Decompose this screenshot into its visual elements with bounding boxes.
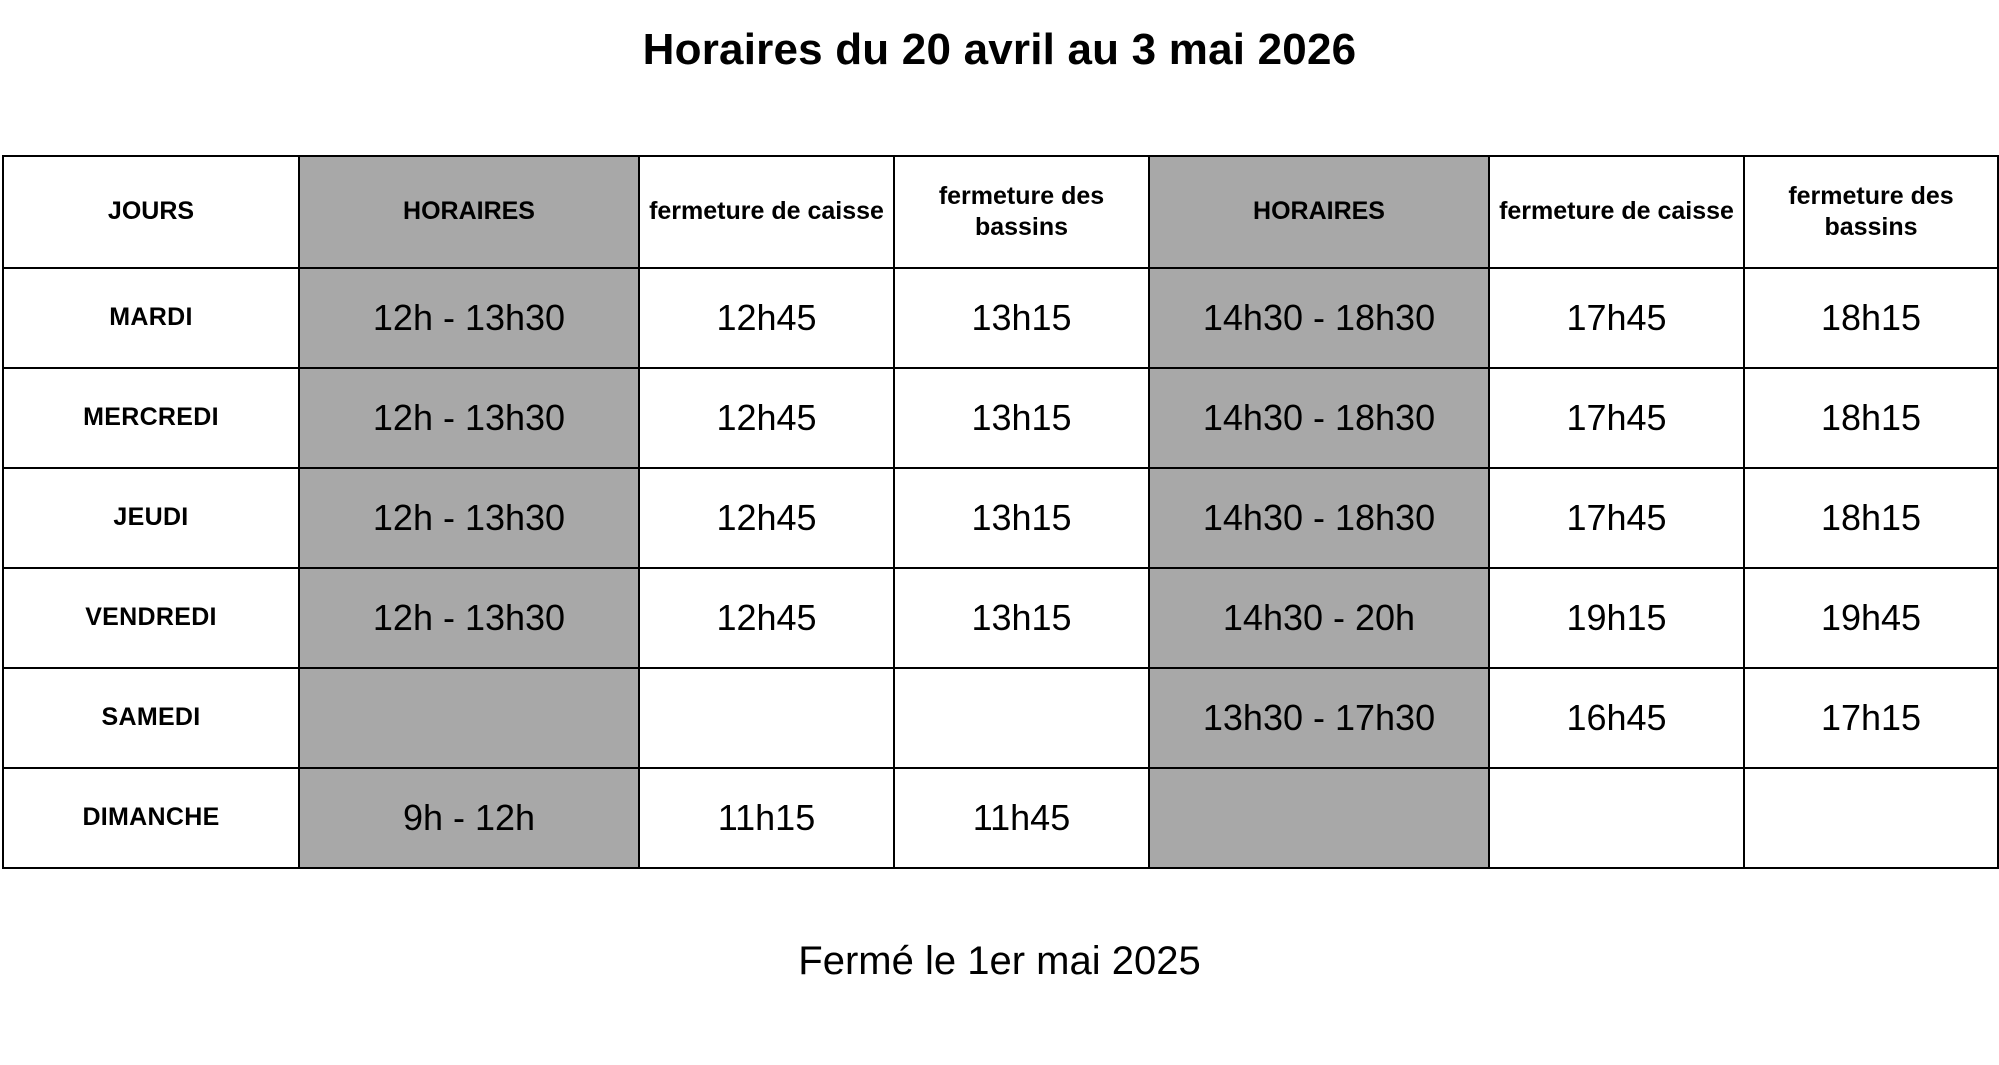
cell-morning-pool-close: 13h15 <box>894 468 1149 568</box>
cell-afternoon-hours: 14h30 - 18h30 <box>1149 268 1489 368</box>
cell-afternoon-hours: 14h30 - 18h30 <box>1149 468 1489 568</box>
cell-morning-pool-close: 13h15 <box>894 368 1149 468</box>
cell-day: JEUDI <box>3 468 299 568</box>
column-header-morning-cash-close: fermeture de caisse <box>639 156 894 268</box>
cell-morning-pool-close: 13h15 <box>894 568 1149 668</box>
cell-morning-cash-close: 11h15 <box>639 768 894 868</box>
cell-day: MARDI <box>3 268 299 368</box>
cell-day: MERCREDI <box>3 368 299 468</box>
cell-morning-cash-close: 12h45 <box>639 368 894 468</box>
column-header-afternoon-pool-close: fermeture des bassins <box>1744 156 1998 268</box>
cell-morning-cash-close: 12h45 <box>639 468 894 568</box>
table-header-row <box>3 156 1998 268</box>
cell-morning-cash-close: 12h45 <box>639 268 894 368</box>
cell-morning-hours: 12h - 13h30 <box>299 268 639 368</box>
cell-morning-pool-close: 11h45 <box>894 768 1149 868</box>
cell-day: SAMEDI <box>3 668 299 768</box>
column-header-morning-hours: HORAIRES <box>299 156 639 268</box>
cell-day: VENDREDI <box>3 568 299 668</box>
table-row <box>3 668 1998 768</box>
cell-morning-hours: 12h - 13h30 <box>299 568 639 668</box>
column-header-afternoon-cash-close: fermeture de caisse <box>1489 156 1744 268</box>
table-row <box>3 268 1998 368</box>
cell-morning-pool-close: 13h15 <box>894 268 1149 368</box>
cell-afternoon-pool-close: 18h15 <box>1744 468 1998 568</box>
cell-morning-pool-close <box>894 668 1149 768</box>
cell-afternoon-pool-close: 18h15 <box>1744 268 1998 368</box>
cell-afternoon-cash-close: 17h45 <box>1489 268 1744 368</box>
cell-morning-hours: 9h - 12h <box>299 768 639 868</box>
cell-afternoon-hours: 13h30 - 17h30 <box>1149 668 1489 768</box>
cell-morning-hours: 12h - 13h30 <box>299 368 639 468</box>
cell-afternoon-hours: 14h30 - 18h30 <box>1149 368 1489 468</box>
table-row <box>3 568 1998 668</box>
column-header-days: JOURS <box>3 156 299 268</box>
column-header-morning-pool-close: fermeture des bassins <box>894 156 1149 268</box>
closure-note: Fermé le 1er mai 2025 <box>798 938 1201 983</box>
cell-afternoon-pool-close <box>1744 768 1998 868</box>
cell-morning-cash-close <box>639 668 894 768</box>
schedule-table-container <box>0 155 1999 869</box>
cell-afternoon-hours <box>1149 768 1489 868</box>
cell-morning-hours <box>299 668 639 768</box>
cell-afternoon-pool-close: 19h45 <box>1744 568 1998 668</box>
cell-afternoon-cash-close: 17h45 <box>1489 468 1744 568</box>
schedule-page <box>0 24 1999 1065</box>
table-row <box>3 368 1998 468</box>
cell-afternoon-cash-close: 19h15 <box>1489 568 1744 668</box>
cell-afternoon-cash-close: 16h45 <box>1489 668 1744 768</box>
column-header-afternoon-hours: HORAIRES <box>1149 156 1489 268</box>
table-row <box>3 768 1998 868</box>
table-row <box>3 468 1998 568</box>
table-header <box>3 156 1998 268</box>
cell-afternoon-pool-close: 17h15 <box>1744 668 1998 768</box>
cell-afternoon-pool-close: 18h15 <box>1744 368 1998 468</box>
cell-day: DIMANCHE <box>3 768 299 868</box>
cell-morning-hours: 12h - 13h30 <box>299 468 639 568</box>
table-body <box>3 268 1998 868</box>
cell-afternoon-cash-close <box>1489 768 1744 868</box>
opening-hours-table <box>2 155 1999 869</box>
cell-morning-cash-close: 12h45 <box>639 568 894 668</box>
cell-afternoon-hours: 14h30 - 20h <box>1149 568 1489 668</box>
cell-afternoon-cash-close: 17h45 <box>1489 368 1744 468</box>
page-title: Horaires du 20 avril au 3 mai 2026 <box>642 25 1357 74</box>
